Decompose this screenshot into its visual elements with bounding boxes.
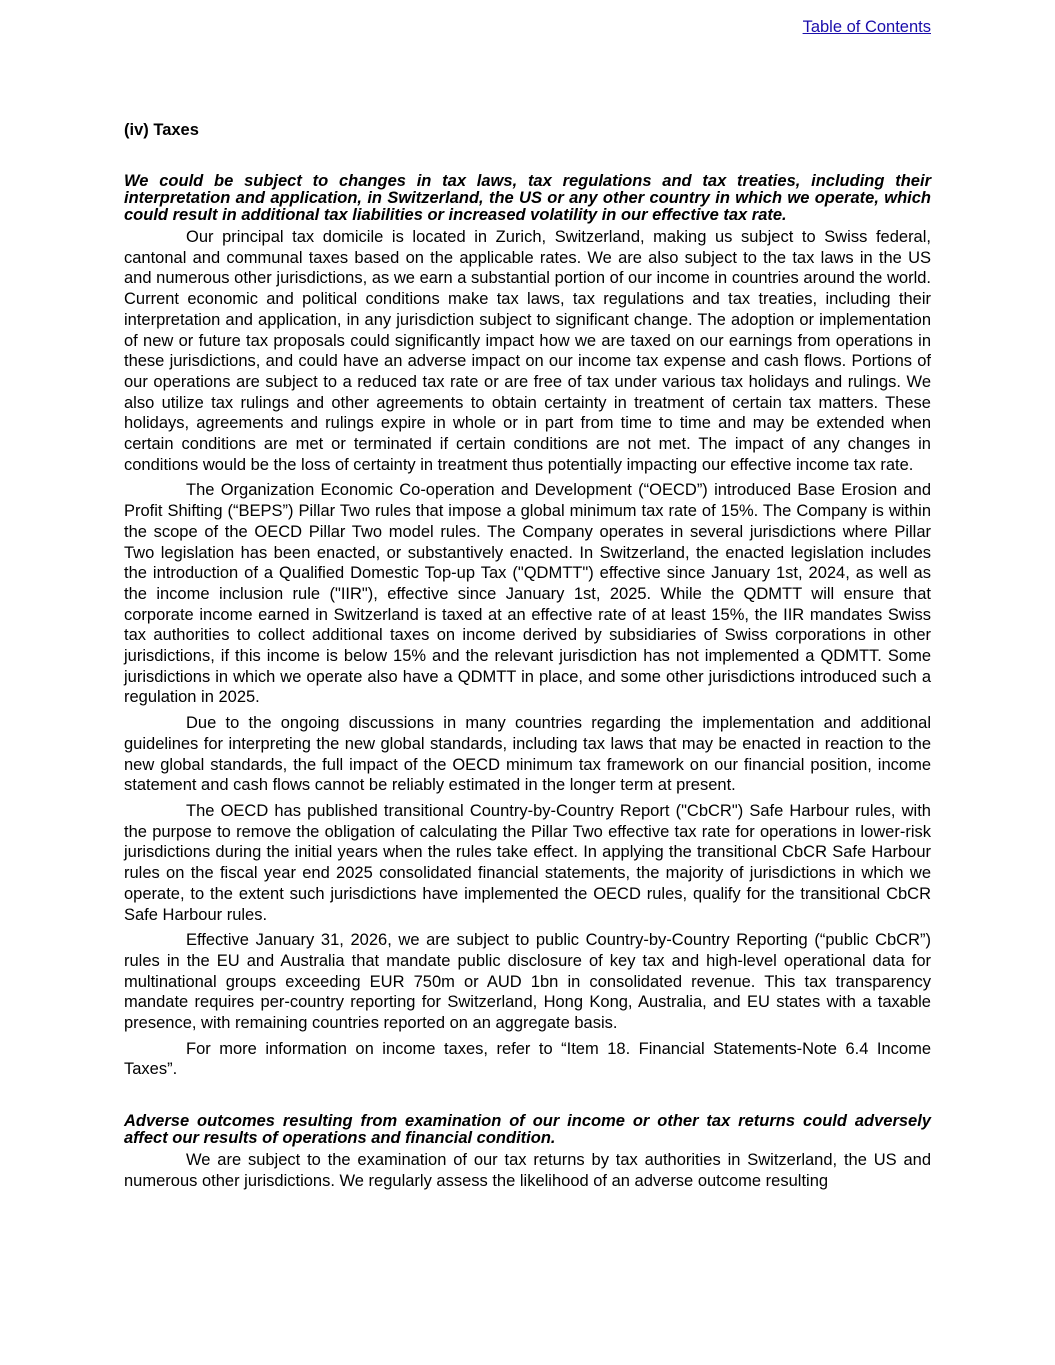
table-of-contents-link[interactable]: Table of Contents: [802, 18, 931, 36]
paragraph-cbcr-safe-harbour: The OECD has published transitional Country-by-Country Report ("CbCR") Safe Harbour rules, with the purpose to remove the obligation of calculating the Pillar Two effective tax rate for operations in lower-risk jurisdictions during the initial years when the rules take effect. In applying the transitional CbCR Safe Harbour rules on the fiscal year end 2025 consolidated financial statements, the majority of jurisdictions in which we operate, to the extent such jurisdictions have implemented the OECD rules, qualify for the transitional CbCR Safe Harbour rules.: [124, 801, 931, 924]
section-title: (iv) Taxes: [124, 121, 199, 139]
paragraph-tax-domicile: Our principal tax domicile is located in Zurich, Switzerland, making us subject to Swiss federal, cantonal and communal taxes based on the applicable rates. We are also subject to the tax laws in the US and numerous other jurisdictions, as we earn a substantial portion of our income in countries around the world. Current economic and political conditions make tax laws, tax regulations and tax treaties, including their interpretation and application, in any jurisdiction subject to significant change. The adoption or implementation of new or future tax proposals could significantly impact how we are taxed on our earnings from operations in these jurisdictions, and could have an adverse impact on our income tax expense and cash flows. Portions of our operations are subject to a reduced tax rate or are free of tax under various tax holidays and rulings. We also utilize tax rulings and other agreements to obtain certainty in treatment of certain tax matters. These holidays, agreements and rulings expire in whole or in part from time to time and may be extended when certain conditions are met or terminated if certain conditions are not met. The impact of any changes in conditions would be the loss of certainty in treatment thus potentially impacting our effective income tax rate.: [124, 228, 931, 474]
paragraph-public-cbcr: Effective January 31, 2026, we are subject to public Country-by-Country Reporting (“public CbCR”) rules in the EU and Australia that mandate public disclosure of key tax and high-level operational data for multinational groups exceeding EUR 750m or AUD 1bn in consolidated revenue. This tax transparency mandate requires per-country reporting for Switzerland, Hong Kong, Australia, and EU states with a taxable presence, with remaining countries reported on an aggregate basis.: [124, 931, 931, 1033]
risk-factor-heading-tax-law-changes: We could be subject to changes in tax laws, tax regulations and tax treaties, including their interpretation and application, in Switzerland, the US or any other country in which we operate, which could result in additional tax liabilities or increased volatility in our effective tax rate.: [124, 172, 931, 224]
paragraph-income-taxes-reference: For more information on income taxes, refer to “Item 18. Financial Statements-Note 6.4 Income Taxes”.: [124, 1039, 931, 1079]
paragraph-tax-examination: We are subject to the examination of our tax returns by tax authorities in Switzerland, the US and numerous other jurisdictions. We regularly assess the likelihood of an adverse outcome resulting: [124, 1151, 931, 1190]
paragraph-global-standards-impact: Due to the ongoing discussions in many countries regarding the implementation and additional guidelines for interpreting the new global standards, including tax laws that may be enacted in reaction to the new global standards, the full impact of the OECD minimum tax framework on our financial position, income statement and cash flows cannot be reliably estimated in the longer term at present.: [124, 714, 931, 795]
document-body: [124, 120, 931, 1192]
paragraph-oecd-pillar-two: The Organization Economic Co-operation and Development (“OECD”) introduced Base Erosion and Profit Shifting (“BEPS”) Pillar Two rules that impose a global minimum tax rate of 15%. The Company is within the scope of the OECD Pillar Two model rules. The Company operates in several jurisdictions where Pillar Two legislation has been enacted, or substantively enacted. In Switzerland, the enacted legislation includes the introduction of a Qualified Domestic Top-up Tax ("QDMTT") effective since January 1st, 2024, as well as the income inclusion rule ("IIR"), effective since January 1st, 2025. While the QDMTT will ensure that corporate income earned in Switzerland is taxed at an effective rate of at least 15%, the IIR mandates Swiss tax authorities to collect additional taxes on income derived by subsidiaries of Swiss corporations in other jurisdictions, if this income is below 15% and the relevant jurisdiction has not implemented a QDMTT. Some jurisdictions in which we operate also have a QDMTT in place, and some other jurisdictions introduced such a regulation in 2025.: [124, 481, 931, 707]
risk-factor-heading-tax-examination: Adverse outcomes resulting from examination of our income or other tax returns could adversely affect our results of operations and financial condition.: [124, 1112, 931, 1148]
